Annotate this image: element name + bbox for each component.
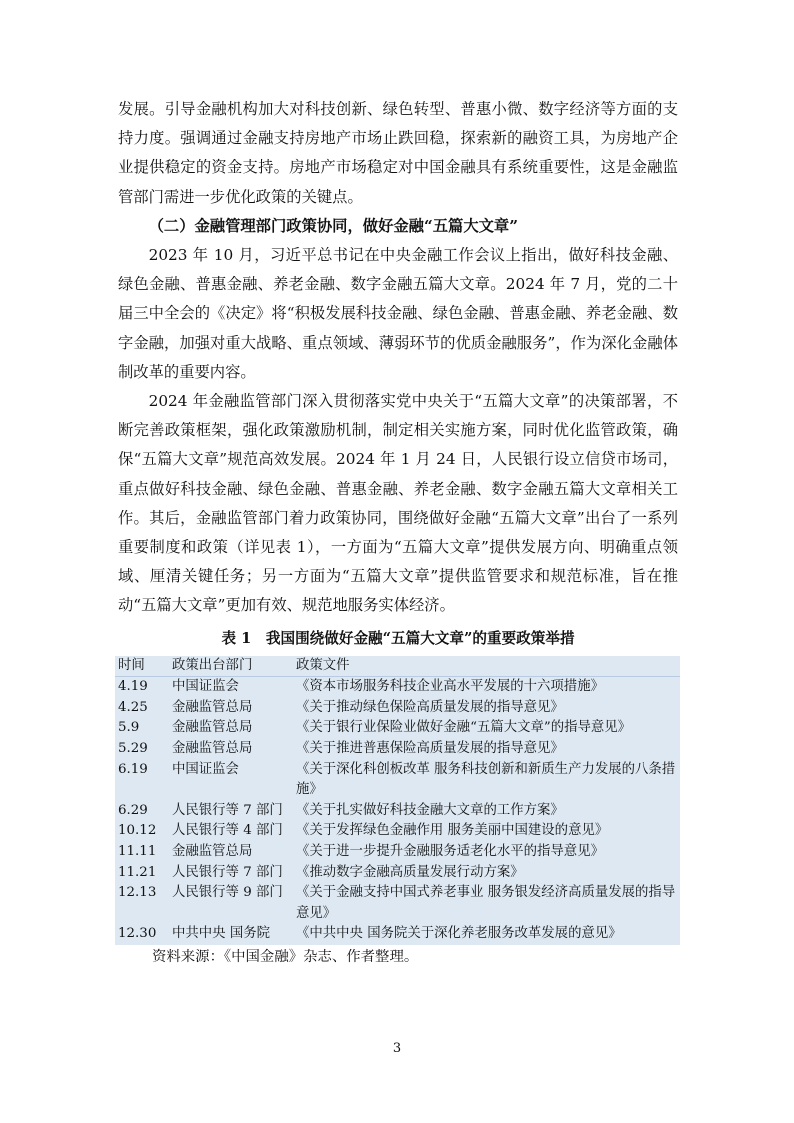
cell-time: 5.29	[118, 741, 148, 757]
cell-document: 《关于金融支持中国式养老事业 服务银发经济高质量发展的指导意见》	[296, 885, 676, 921]
body-paragraph: 发展。引导金融机构加大对科技创新、绿色转型、普惠小微、数字经济等方面的支持力度。强调通过金融支持房地产市场止跌回稳，探索新的融资工具，为房地产企业提供稳定的资金支持。房地产市场稳定对中国金融具有系统重要性，这是金融监管部门需进一步优化政策的关键点。	[118, 100, 678, 206]
cell-department: 人民银行等 7 部门	[172, 864, 283, 880]
table-row	[115, 698, 680, 719]
cell-document: 《关于扎实做好科技金融大文章的工作方案》	[296, 802, 564, 818]
cell-time: 6.29	[118, 802, 148, 818]
cell-time: 4.25	[118, 699, 148, 715]
cell-document: 《关于发挥绿色金融作用 服务美丽中国建设的意见》	[296, 823, 609, 839]
table-row	[115, 739, 680, 760]
cell-time: 12.30	[118, 926, 157, 942]
cell-document: 《关于推进普惠保险高质量发展的指导意见》	[296, 741, 564, 757]
cell-time: 6.19	[118, 761, 148, 777]
table-row	[115, 677, 680, 698]
table-row	[115, 821, 680, 842]
cell-department: 中国证监会	[172, 679, 239, 695]
header-department: 政策出台部门	[169, 656, 293, 677]
cell-document: 《关于推动绿色保险高质量发展的指导意见》	[296, 699, 564, 715]
policy-table	[115, 656, 680, 945]
cell-document: 《关于银行业保险业做好金融“五篇大文章”的指导意见》	[296, 720, 632, 736]
cell-document: 《中共中央 国务院关于深化养老服务改革发展的意见》	[296, 926, 622, 942]
header-document: 政策文件	[293, 656, 680, 677]
cell-time: 5.9	[118, 720, 140, 736]
table-row	[115, 883, 680, 924]
body-paragraph: 2023 年 10 月，习近平总书记在中央金融工作会议上指出，做好科技金融、绿色金融、普惠金融、养老金融、数字金融五篇大文章。2024 年 7 月，党的二十届三中全会的《决定》将“积极发展科技金融、绿色金融、普惠金融、养老金融、数字金融，加强对重大战略、重点领域、薄弱环节的优质金融服务”，作为深化金融体制改革的重要内容。	[118, 246, 678, 381]
table-header-row	[115, 656, 680, 677]
cell-time: 4.19	[118, 679, 148, 695]
section-heading: （二）金融管理部门政策协同，做好金融“五篇大文章”	[148, 216, 519, 235]
cell-document: 《推动数字金融高质量发展行动方案》	[296, 864, 524, 880]
cell-department: 金融监管总局	[172, 699, 253, 715]
cell-department: 金融监管总局	[172, 720, 253, 736]
table-caption: 表 1 我国围绕做好金融“五篇大文章”的重要政策举措	[221, 629, 575, 647]
cell-department: 中国证监会	[172, 761, 239, 777]
cell-department: 中共中央 国务院	[172, 926, 270, 942]
table-row	[115, 842, 680, 863]
cell-document: 《关于深化科创板改革 服务科技创新和新质生产力发展的八条措施》	[296, 761, 676, 798]
table-row	[115, 760, 680, 801]
cell-department: 金融监管总局	[172, 741, 253, 757]
cell-time: 10.12	[118, 823, 157, 839]
cell-department: 金融监管总局	[172, 844, 253, 859]
body-paragraph: 2024 年金融监管部门深入贯彻落实党中央关于“五篇大文章”的决策部署，不断完善政策框架，强化政策激励机制，制定相关实施方案，同时优化监管政策，确保“五篇大文章”规范高效发展。2024 年 1 月 24 日，人民银行设立信贷市场司，重点做好科技金融、绿色金融、普惠金融、养老金融、数字金融五篇大文章相关工作。其后，金融监管部门着力政策协同，围绕做好金融“五篇大文章”出台了一系列重要制度和政策（详见表 1），一方面为“五篇大文章”提供发展方向、明确重点领域、厘清关键任务；另一方面为“五篇大文章”提供监管要求和规范标准，旨在推动“五篇大文章”更加有效、规范地服务实体经济。	[118, 392, 678, 615]
source-note: 资料来源：《中国金融》杂志、作者整理。	[152, 948, 419, 965]
cell-time: 12.13	[118, 885, 157, 901]
cell-department: 人民银行等 9 部门	[172, 885, 283, 901]
table-row	[115, 718, 680, 739]
cell-time: 11.21	[118, 864, 157, 880]
cell-document: 《资本市场服务科技企业高水平发展的十六项措施》	[296, 679, 604, 695]
header-time: 时间	[115, 656, 169, 677]
cell-department: 人民银行等 4 部门	[172, 823, 283, 839]
page-content	[118, 95, 678, 968]
table-row	[115, 863, 680, 884]
table-row	[115, 924, 680, 945]
table-row	[115, 801, 680, 822]
page-number: 3	[392, 1041, 402, 1056]
cell-department: 人民银行等 7 部门	[172, 802, 283, 818]
cell-document: 《关于进一步提升金融服务适老化水平的指导意见》	[296, 844, 604, 859]
cell-time: 11.11	[118, 844, 157, 859]
